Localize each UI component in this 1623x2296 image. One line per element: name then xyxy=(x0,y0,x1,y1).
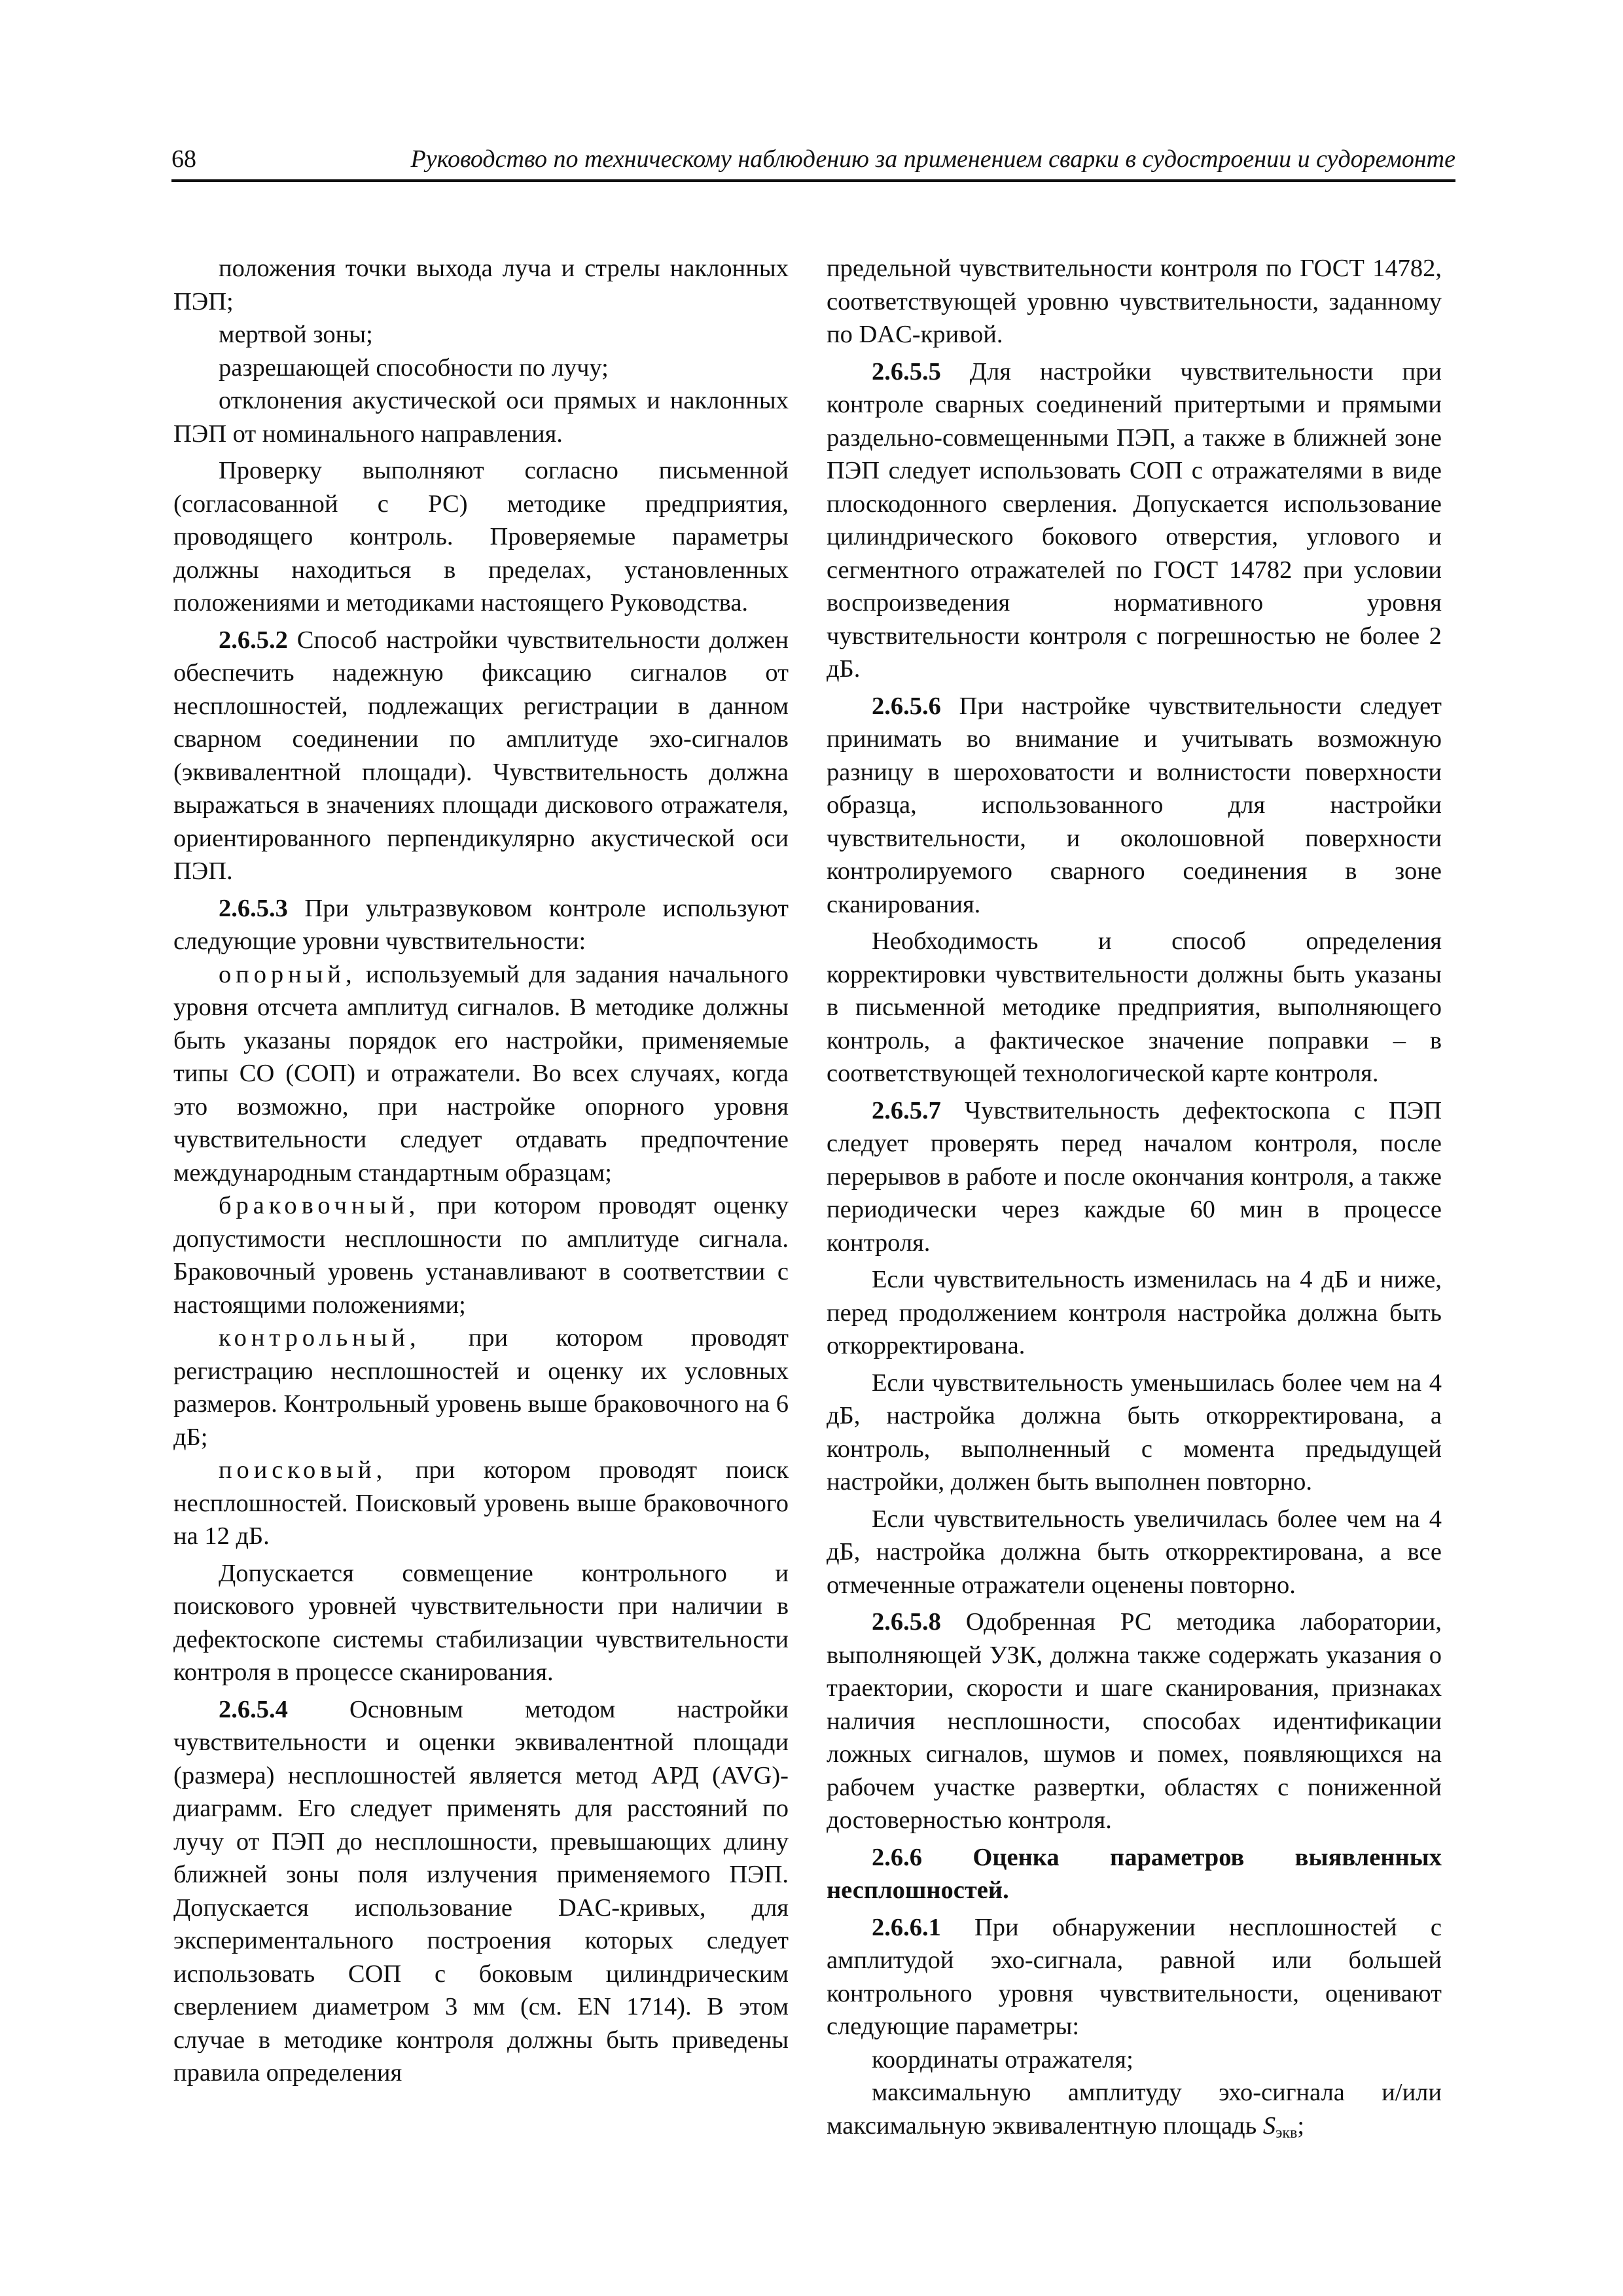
paragraph-text: при котором проводят оценку допустимости несплошности по амплитуде сигнала. Браковочный уровень устанавливают в соответствии с настоящими положениями; xyxy=(173,1192,789,1319)
paragraph-text: используемый для задания начального уровня отсчета амплитуд сигналов. В методике должны быть указаны порядок его настройки, применяемые типы СО (СОП) и отражатели. Во всех случаях, когда это возможно, при настройке опорного уровня чувствительности следует отдавать предпочтение международным стандартным образцам; xyxy=(173,960,789,1187)
paragraph-text: Чувствительность дефектоскопа с ПЭП следует проверять перед началом контроля, после перерывов в работе и после окончания контроля, а также периодически через каждые 60 мин в процессе контроля. xyxy=(827,1096,1442,1257)
formula-symbol: S xyxy=(1262,2111,1276,2140)
paragraph: мертвой зоны; xyxy=(219,321,373,348)
right-column xyxy=(827,252,1442,2149)
spaced-term: поисковый, xyxy=(219,1456,387,1484)
paragraph-2-6-5-6 xyxy=(827,690,1442,922)
paragraph-2-6-5-8 xyxy=(827,1605,1442,1837)
paragraph: Если чувствительность уменьшилась более чем на 4 дБ, настройка должна быть откорректирована, а контроль, выполненный с момента предыдущей настройки, должен быть выполнен повторно. xyxy=(827,1369,1442,1496)
page-header xyxy=(171,143,1455,182)
paragraph-2-6-6-1 xyxy=(827,1911,1442,2043)
level-search xyxy=(173,1454,789,1553)
paragraph-text: Способ настройки чувствительности должен обеспечить надежную фиксацию сигналов от несплошностей, подлежащих регистрации в данном сварном соединении по амплитуде эхо-сигналов (эквивалентной площади). Чувствительность должна выражаться в значениях площади дискового отражателя, ориентированного перпендикулярно акустической оси ПЭП. xyxy=(173,626,789,885)
paragraph-2-6-5-4 xyxy=(173,1693,789,2090)
paragraph: Проверку выполняют согласно письменной (согласованной с РС) методике предприятия, проводящего контроль. Проверяемые параметры должны находиться в пределах, установленных положениями и методиками настоящего Руководства. xyxy=(173,457,789,617)
paragraph-text: При обнаружении несплошностей с амплитудой эхо-сигнала, равной или большей контрольного уровня чувствительности, оценивают следующие параметры: xyxy=(827,1913,1442,2040)
paragraph: Если чувствительность увеличилась более чем на 4 дБ, настройка должна быть откорректирована, а все отмеченные отражатели оценены повторно. xyxy=(827,1505,1442,1599)
paragraph: предельной чувствительности контроля по ГОСТ 14782, соответствующей уровню чувствительности, заданному по DAC-кривой. xyxy=(827,255,1442,348)
clause-number: 2.6.5.7 xyxy=(872,1096,941,1124)
level-control xyxy=(173,1321,789,1454)
clause-number: 2.6.5.2 xyxy=(219,626,288,654)
clause-number: 2.6.5.3 xyxy=(219,894,288,922)
paragraph: Если чувствительность изменилась на 4 дБ и ниже, перед продолжением контроля настройка должна быть откорректирована. xyxy=(827,1266,1442,1359)
spaced-term: опорный, xyxy=(219,960,357,988)
page-number: 68 xyxy=(171,145,196,173)
left-column xyxy=(173,252,789,2090)
paragraph-2-6-5-2 xyxy=(173,624,789,888)
paragraph-text: ; xyxy=(1297,2111,1305,2140)
section-heading-2-6-6: 2.6.6 Оценка параметров выявленных несплошностей. xyxy=(827,1843,1442,1904)
paragraph: Допускается совмещение контрольного и поискового уровней чувствительности при наличии в дефектоскопе системы стабилизации чувствительности контроля в процессе сканирования. xyxy=(173,1559,789,1686)
clause-number: 2.6.5.5 xyxy=(872,357,941,386)
paragraph-text: при котором проводят поиск несплошностей. Поисковый уровень выше браковочного на 12 дБ. xyxy=(173,1456,789,1550)
paragraph-text: при котором проводят регистрацию несплошностей и оценку их условных размеров. Контрольный уровень выше браковочного на 6 дБ; xyxy=(173,1324,789,1451)
spaced-term: браковочный, xyxy=(219,1192,420,1219)
clause-number: 2.6.5.4 xyxy=(219,1695,288,1723)
paragraph-text: Для настройки чувствительности при контроле сварных соединений притертыми и прямыми раздельно-совмещенными ПЭП, а также в ближней зоне ПЭП следует использовать СОП с отражателями в виде плоскодонного сверления. Допускается использование цилиндрического бокового отверстия, углового и сегментного отражателей по ГОСТ 14782 при условии воспроизведения нормативного уровня чувствительности контроля с погрешностью не более 2 дБ. xyxy=(827,357,1442,683)
paragraph: Необходимость и способ определения корректировки чувствительности должны быть указаны в письменной методике предприятия, выполняющего контроль, а фактическое значение поправки – в соответствующей технологической карте контроля. xyxy=(827,927,1442,1087)
paragraph-2-6-5-3 xyxy=(173,892,789,958)
spaced-term: контрольный, xyxy=(219,1324,421,1352)
paragraph: положения точки выхода луча и стрелы наклонных ПЭП; xyxy=(173,255,789,315)
running-title: Руководство по техническому наблюдению за применением сварки в судостроении и судоремонте xyxy=(410,145,1455,173)
level-reference xyxy=(173,958,789,1190)
paragraph-text: Основным методом настройки чувствительности и оценки эквивалентной площади (размера) несплошностей является метод АРД (AVG)-диаграмм. Его следует применять для расстояний по лучу от ПЭП до несплошности, превышающих длину ближней зоны поля излучения применяемого ПЭП. Допускается использование DAC-кривых, для экспериментального построения которых следует использовать СОП с боковым цилиндрическим сверлением диаметром 3 мм (см. EN 1714). В этом случае в методике контроля должны быть приведены правила определения xyxy=(173,1695,789,2087)
paragraph xyxy=(827,2076,1442,2149)
clause-number: 2.6.5.8 xyxy=(872,1608,941,1636)
paragraph-2-6-5-5 xyxy=(827,355,1442,686)
paragraph: разрешающей способности по лучу; xyxy=(219,353,609,382)
paragraph-text: максимальную амплитуду эхо-сигнала и/или максимальную эквивалентную площадь xyxy=(827,2079,1442,2140)
paragraph-text: При ультразвуковом контроле используют следующие уровни чувствительности: xyxy=(173,894,789,955)
clause-number: 2.6.5.6 xyxy=(872,692,941,720)
clause-number: 2.6.6.1 xyxy=(872,1913,941,1941)
paragraph-text: При настройке чувствительности следует принимать во внимание и учитывать возможную разницу в шероховатости и волнистости поверхности образца, использованного для настройки чувствительности, и околошовной поверхности контролируемого сварного соединения в зоне сканирования. xyxy=(827,692,1442,918)
formula-subscript: экв xyxy=(1275,2124,1298,2142)
paragraph-text: Одобренная РС методика лаборатории, выполняющей УЗК, должна также содержать указания о траектории, скорости и шаге сканирования, признаках наличия несплошности, способах идентификации ложных сигналов, шумов и помех, появляющихся на рабочем участке развертки, областях с пониженной достоверностью контроля. xyxy=(827,1608,1442,1834)
paragraph: отклонения акустической оси прямых и наклонных ПЭП от номинального направления. xyxy=(173,387,789,448)
level-reject xyxy=(173,1189,789,1321)
paragraph-2-6-5-7 xyxy=(827,1094,1442,1260)
paragraph: координаты отражателя; xyxy=(872,2045,1133,2073)
